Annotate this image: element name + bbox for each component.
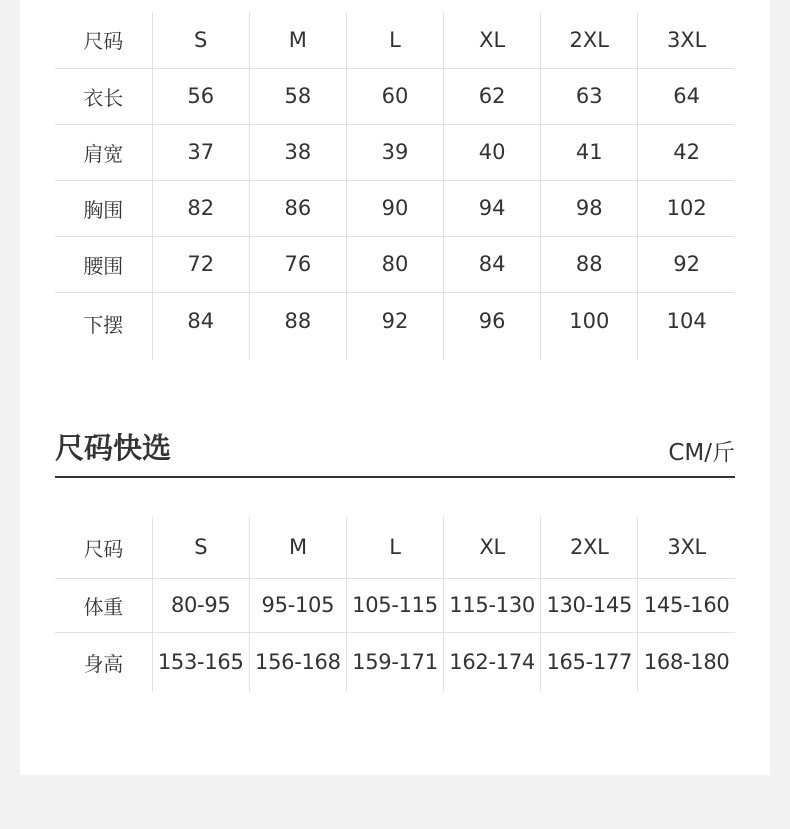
table-cell: 156-168	[249, 632, 346, 692]
header-cell: XL	[444, 12, 541, 68]
table-cell: 100	[541, 292, 638, 360]
table-cell: 145-160	[638, 578, 735, 632]
row-label: 身高	[83, 651, 124, 676]
table-cell: 86	[249, 180, 346, 236]
table-row	[55, 632, 735, 692]
table-cell: 115-130	[444, 578, 541, 632]
table-cell: 159-171	[346, 632, 443, 692]
table-header-row	[55, 517, 735, 578]
unit-label: CM/斤	[668, 440, 735, 466]
table-cell: 63	[541, 68, 638, 124]
header-cell: L	[346, 517, 443, 578]
table-cell: 102	[638, 180, 735, 236]
table-cell: 95-105	[249, 578, 346, 632]
header-cell: M	[249, 12, 346, 68]
header-cell: S	[152, 517, 249, 578]
table-cell: 88	[249, 292, 346, 360]
quick-select-header	[55, 420, 735, 478]
row-label: 衣长	[55, 68, 152, 124]
table-cell: 105-115	[346, 578, 443, 632]
table-cell: 94	[444, 180, 541, 236]
header-cell: 尺码	[55, 517, 152, 578]
table-cell: 76	[249, 236, 346, 292]
table-cell: 96	[444, 292, 541, 360]
header-cell: 2XL	[541, 12, 638, 68]
table-header-row	[55, 12, 735, 68]
table-cell: 40	[444, 124, 541, 180]
table-row	[55, 236, 735, 292]
table-cell: 72	[152, 236, 249, 292]
table-cell: 92	[638, 236, 735, 292]
row-label: 腰围	[55, 236, 152, 292]
header-cell: 2XL	[541, 517, 638, 578]
table-cell: 64	[638, 68, 735, 124]
table-row	[55, 578, 735, 632]
header-cell: L	[346, 12, 443, 68]
table-cell: 82	[152, 180, 249, 236]
table-cell: 90	[346, 180, 443, 236]
table-cell: 60	[346, 68, 443, 124]
table-cell: 80-95	[152, 578, 249, 632]
table-cell: 80	[346, 236, 443, 292]
header-cell: XL	[444, 517, 541, 578]
table-row	[55, 180, 735, 236]
table-row	[55, 124, 735, 180]
table-row	[55, 292, 735, 360]
table-cell: 165-177	[541, 632, 638, 692]
table-cell: 98	[541, 180, 638, 236]
table-cell: 62	[444, 68, 541, 124]
table-cell: 41	[541, 124, 638, 180]
table-cell: 168-180	[638, 632, 735, 692]
table-cell: 92	[346, 292, 443, 360]
header-cell: 尺码	[55, 12, 152, 68]
table-cell: 58	[249, 68, 346, 124]
row-label: 胸围	[55, 180, 152, 236]
row-label: 下摆	[83, 312, 124, 337]
row-label: 肩宽	[55, 124, 152, 180]
header-cell: 3XL	[638, 517, 735, 578]
section-title: 尺码快选	[55, 431, 172, 465]
table-cell: 153-165	[152, 632, 249, 692]
table-cell: 38	[249, 124, 346, 180]
table-cell: 84	[152, 292, 249, 360]
table-cell: 42	[638, 124, 735, 180]
measurements-table	[55, 12, 735, 360]
table-cell: 39	[346, 124, 443, 180]
table-cell: 37	[152, 124, 249, 180]
table-cell: 84	[444, 236, 541, 292]
quick-select-table	[55, 517, 735, 692]
header-cell: M	[249, 517, 346, 578]
size-chart-card	[20, 0, 770, 775]
table-cell: 88	[541, 236, 638, 292]
table-cell: 56	[152, 68, 249, 124]
table-cell: 162-174	[444, 632, 541, 692]
table-cell: 130-145	[541, 578, 638, 632]
table-row	[55, 68, 735, 124]
header-cell: 3XL	[638, 12, 735, 68]
header-cell: S	[152, 12, 249, 68]
row-label: 体重	[55, 578, 152, 632]
table-cell: 104	[638, 292, 735, 360]
